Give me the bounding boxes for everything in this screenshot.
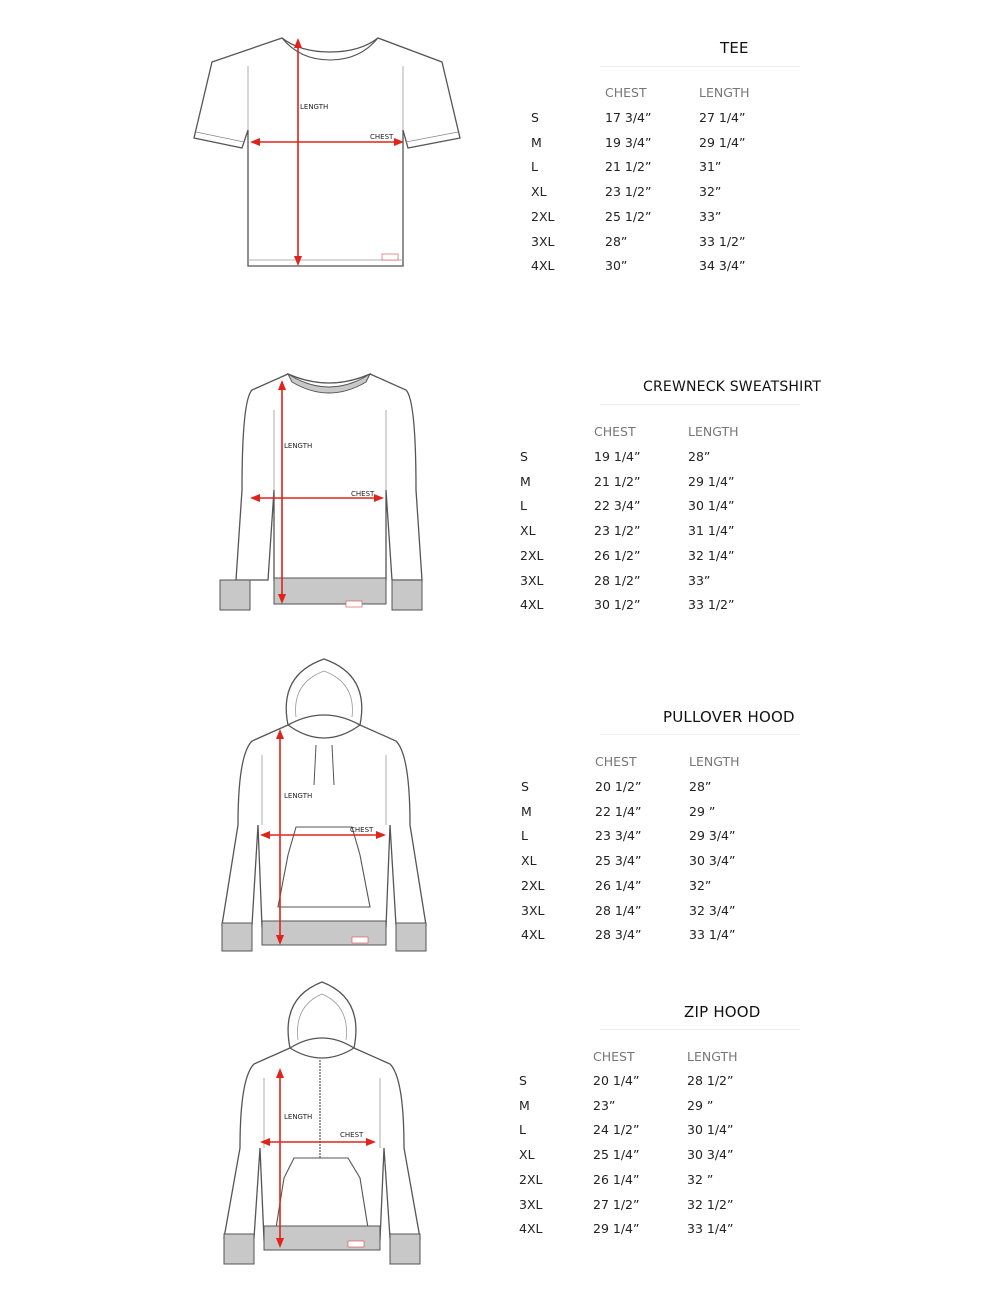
pullover-size-cell: 4XL <box>521 927 545 943</box>
tee-length-cell: 34 3/4” <box>699 258 746 274</box>
crewneck-length-cell: 28” <box>688 449 711 464</box>
zip-size-cell: 4XL <box>519 1221 543 1237</box>
crewneck-length-header: LENGTH <box>688 424 739 439</box>
crewneck-chest-label: CHEST <box>351 490 375 498</box>
tee-length-cell: 31” <box>699 159 722 175</box>
crewneck-size-cell: 2XL <box>520 547 544 563</box>
tee-chest-cell: 25 1/2” <box>605 208 652 224</box>
zip-length-cell: 30 1/4” <box>687 1122 734 1138</box>
crewneck-size-cell: L <box>520 498 527 514</box>
pullover-chest-cell: 28 1/4” <box>595 902 642 918</box>
zip-chest-cell: 29 1/4” <box>593 1221 640 1237</box>
tee-chest-cell: 28” <box>605 233 628 249</box>
pullover-chest-label: CHEST <box>350 826 374 834</box>
pullover-chest-cell: 23 3/4” <box>595 828 642 844</box>
pullover-length-cell: 29 3/4” <box>689 828 736 844</box>
tee-size-cell: M <box>531 134 542 150</box>
crewneck-size-cell: XL <box>520 523 536 539</box>
zip-length-cell: 29 ” <box>687 1097 714 1113</box>
tee-title: TEE <box>720 39 749 57</box>
zip-chest-header: CHEST <box>593 1049 635 1064</box>
zip-length-cell: 28 1/2” <box>687 1073 734 1088</box>
pullover-length-cell: 33 1/4” <box>689 927 736 943</box>
pullover-length-cell: 29 ” <box>689 803 716 819</box>
zip-chest-cell: 27 1/2” <box>593 1196 640 1212</box>
crewneck-length-cell: 32 1/4” <box>688 547 735 563</box>
crewneck-chest-header: CHEST <box>594 424 636 439</box>
zip-length-header: LENGTH <box>687 1049 738 1064</box>
pullover-size-cell: L <box>521 828 528 844</box>
zip-size-row <box>0 1073 1000 1097</box>
tee-chest-cell: 30” <box>605 258 628 274</box>
pullover-chest-cell: 25 3/4” <box>595 853 642 869</box>
crewneck-length-cell: 33” <box>688 572 711 588</box>
crewneck-length-cell: 29 1/4” <box>688 473 735 489</box>
crewneck-chest-cell: 30 1/2” <box>594 597 641 613</box>
zip-length-cell: 30 3/4” <box>687 1147 734 1163</box>
tee-size-cell: XL <box>531 184 547 200</box>
pullover-length-cell: 32 3/4” <box>689 902 736 918</box>
pullover-chest-cell: 22 1/4” <box>595 803 642 819</box>
pullover-length-cell: 28” <box>689 779 712 794</box>
zip-size-row <box>0 1172 1000 1196</box>
zip-size-cell: L <box>519 1122 526 1138</box>
crewneck-size-cell: 3XL <box>520 572 544 588</box>
pullover-length-cell: 32” <box>689 877 712 893</box>
crewneck-size-cell: S <box>520 449 528 464</box>
pullover-size-cell: M <box>521 803 532 819</box>
zip-chest-cell: 25 1/4” <box>593 1147 640 1163</box>
tee-size-cell: 3XL <box>531 233 555 249</box>
zip-length-cell: 32 1/2” <box>687 1196 734 1212</box>
crewneck-title: CREWNECK SWEATSHIRT <box>643 379 822 395</box>
crewneck-chest-cell: 22 3/4” <box>594 498 641 514</box>
zip-size-cell: XL <box>519 1147 535 1163</box>
pullover-size-cell: S <box>521 779 529 794</box>
zip-chest-cell: 26 1/4” <box>593 1171 640 1187</box>
crewneck-length-label: LENGTH <box>284 442 313 450</box>
crewneck-size-cell: M <box>520 473 531 489</box>
pullover-size-cell: XL <box>521 853 537 869</box>
crewneck-length-cell: 31 1/4” <box>688 523 735 539</box>
pullover-length-header: LENGTH <box>689 754 740 769</box>
pullover-size-cell: 3XL <box>521 902 545 918</box>
pullover-title: PULLOVER HOOD <box>663 708 795 726</box>
tee-length-cell: 33 1/2” <box>699 233 746 249</box>
zip-size-row <box>0 1197 1000 1221</box>
zip-size-row <box>0 1098 1000 1122</box>
tee-length-header: LENGTH <box>699 85 750 100</box>
zip-size-cell: S <box>519 1073 527 1088</box>
crewneck-chest-cell: 23 1/2” <box>594 523 641 539</box>
tee-size-cell: 2XL <box>531 208 555 224</box>
tee-length-cell: 33” <box>699 208 722 224</box>
tee-chest-cell: 23 1/2” <box>605 184 652 200</box>
zip-chest-cell: 20 1/4” <box>593 1073 640 1088</box>
tee-chest-cell: 17 3/4” <box>605 110 652 125</box>
pullover-length-label: LENGTH <box>284 792 313 800</box>
pullover-length-cell: 30 3/4” <box>689 853 736 869</box>
pullover-chest-cell: 26 1/4” <box>595 877 642 893</box>
zip-size-row <box>0 1122 1000 1146</box>
crewneck-chest-cell: 19 1/4” <box>594 449 641 464</box>
tee-chest-cell: 21 1/2” <box>605 159 652 175</box>
zip-length-label: LENGTH <box>284 1113 313 1121</box>
tee-chest-header: CHEST <box>605 85 647 100</box>
zip-size-cell: M <box>519 1097 530 1113</box>
pullover-size-cell: 2XL <box>521 877 545 893</box>
zip-chest-cell: 23” <box>593 1097 616 1113</box>
tee-size-cell: S <box>531 110 539 125</box>
zip-chest-label: CHEST <box>340 1131 364 1139</box>
zip-title: ZIP HOOD <box>684 1003 761 1021</box>
crewneck-length-cell: 30 1/4” <box>688 498 735 514</box>
zip-size-row <box>0 1147 1000 1171</box>
crewneck-chest-cell: 28 1/2” <box>594 572 641 588</box>
tee-length-cell: 27 1/4” <box>699 110 746 125</box>
crewneck-chest-cell: 26 1/2” <box>594 547 641 563</box>
pullover-chest-cell: 28 3/4” <box>595 927 642 943</box>
tee-length-label: LENGTH <box>300 103 329 111</box>
zip-chest-cell: 24 1/2” <box>593 1122 640 1138</box>
zip-size-row <box>0 1221 1000 1245</box>
tee-length-cell: 32” <box>699 184 722 200</box>
crewneck-chest-cell: 21 1/2” <box>594 473 641 489</box>
tee-size-cell: 4XL <box>531 258 555 274</box>
tee-size-cell: L <box>531 159 538 175</box>
tee-length-cell: 29 1/4” <box>699 134 746 150</box>
zip-size-cell: 3XL <box>519 1196 543 1212</box>
tee-chest-label: CHEST <box>370 133 394 141</box>
pullover-chest-header: CHEST <box>595 754 637 769</box>
zip-length-cell: 32 ” <box>687 1171 714 1187</box>
crewneck-length-cell: 33 1/2” <box>688 597 735 613</box>
pullover-chest-cell: 20 1/2” <box>595 779 642 794</box>
zip-size-cell: 2XL <box>519 1171 543 1187</box>
zip-length-cell: 33 1/4” <box>687 1221 734 1237</box>
crewneck-size-cell: 4XL <box>520 597 544 613</box>
tee-chest-cell: 19 3/4” <box>605 134 652 150</box>
